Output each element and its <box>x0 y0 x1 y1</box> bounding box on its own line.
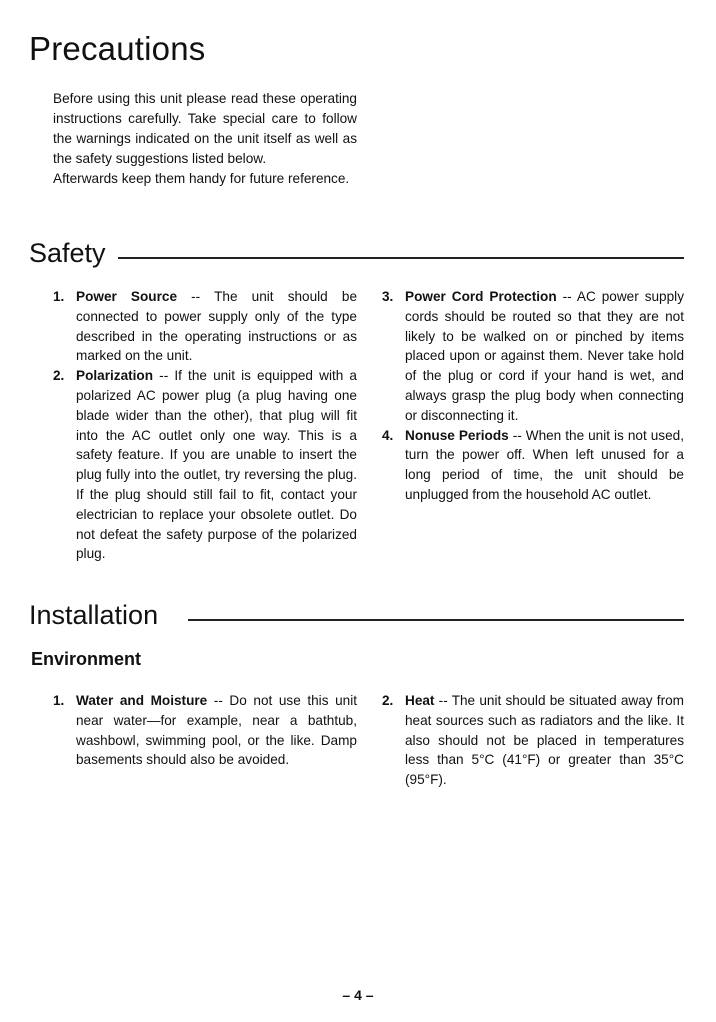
safety-item-power-source <box>53 287 357 366</box>
item-term: Power Source <box>76 289 178 304</box>
installation-list-right <box>382 691 684 790</box>
item-text: -- The unit should be situated away from heat sources such as radiators and the like. It also should not be placed in temperatures less than 5°C (41°F) or greater than 35°C (95°F). <box>405 693 684 788</box>
item-number: 2. <box>382 693 394 708</box>
safety-list-right <box>382 287 684 505</box>
item-number: 1. <box>53 289 65 304</box>
safety-list-left <box>53 287 357 564</box>
item-term: Power Cord Protection <box>405 289 557 304</box>
item-number: 4. <box>382 427 394 443</box>
item-text: -- Do not use this unit near water—for example, near a bathtub, washbowl, swimming pool, or the like. Damp basements should also be avoided. <box>76 693 357 768</box>
section-divider <box>118 257 684 259</box>
safety-item-polarization <box>53 366 357 564</box>
page-title: Precautions <box>29 30 206 67</box>
item-text: -- The unit should be connected to power supply only of the type described in the operating instructions or as marked on the unit. <box>76 289 357 364</box>
intro-paragraph: Before using this unit please read these operating instructions carefully. Take special care to follow the warnings indicated on the unit itself as well as the safety suggestions listed below. <box>53 91 357 166</box>
intro-text <box>53 89 357 189</box>
item-term: Nonuse Periods <box>405 427 509 443</box>
installation-item-water-and-moisture <box>53 691 357 770</box>
safety-item-nonuse-periods <box>382 426 684 505</box>
installation-heading: Installation <box>29 600 159 630</box>
page-number: – 4 – <box>342 987 374 1003</box>
item-term: Polarization <box>76 368 154 384</box>
section-divider <box>188 619 684 621</box>
item-term: Heat <box>405 693 435 708</box>
installation-item-heat <box>382 691 684 790</box>
installation-list-left <box>53 691 357 770</box>
item-number: 3. <box>382 289 394 304</box>
safety-item-power-cord-protection <box>382 287 684 426</box>
intro-paragraph: Afterwards keep them handy for future reference. <box>53 171 350 186</box>
environment-subheading: Environment <box>31 649 142 669</box>
item-term: Water and Moisture <box>76 693 208 708</box>
item-number: 2. <box>53 368 65 384</box>
item-number: 1. <box>53 693 65 708</box>
item-text: -- When the unit is not used, turn the power off. When left unused for a long period of time, the unit should be unplugged from the household AC outlet. <box>405 427 684 502</box>
item-text: -- If the unit is equipped with a polarized AC power plug (a plug having one blade wider than the other), that plug will fit into the AC outlet only one way. This is a safety feature. If you are unable to insert the plug fully into the outlet, try reversing the plug. If the plug should still fail to fit, contact your electrician to replace your obsolete outlet. Do not defeat the safety purpose of the polarized plug. <box>76 368 357 562</box>
item-text: -- AC power supply cords should be routed so that they are not likely to be walked on or pinched by items placed upon or against them. Never take hold of the plug or cord if your hand is wet, and always grasp the plug body when connecting or disconnecting it. <box>405 289 684 423</box>
safety-heading: Safety <box>29 238 106 268</box>
